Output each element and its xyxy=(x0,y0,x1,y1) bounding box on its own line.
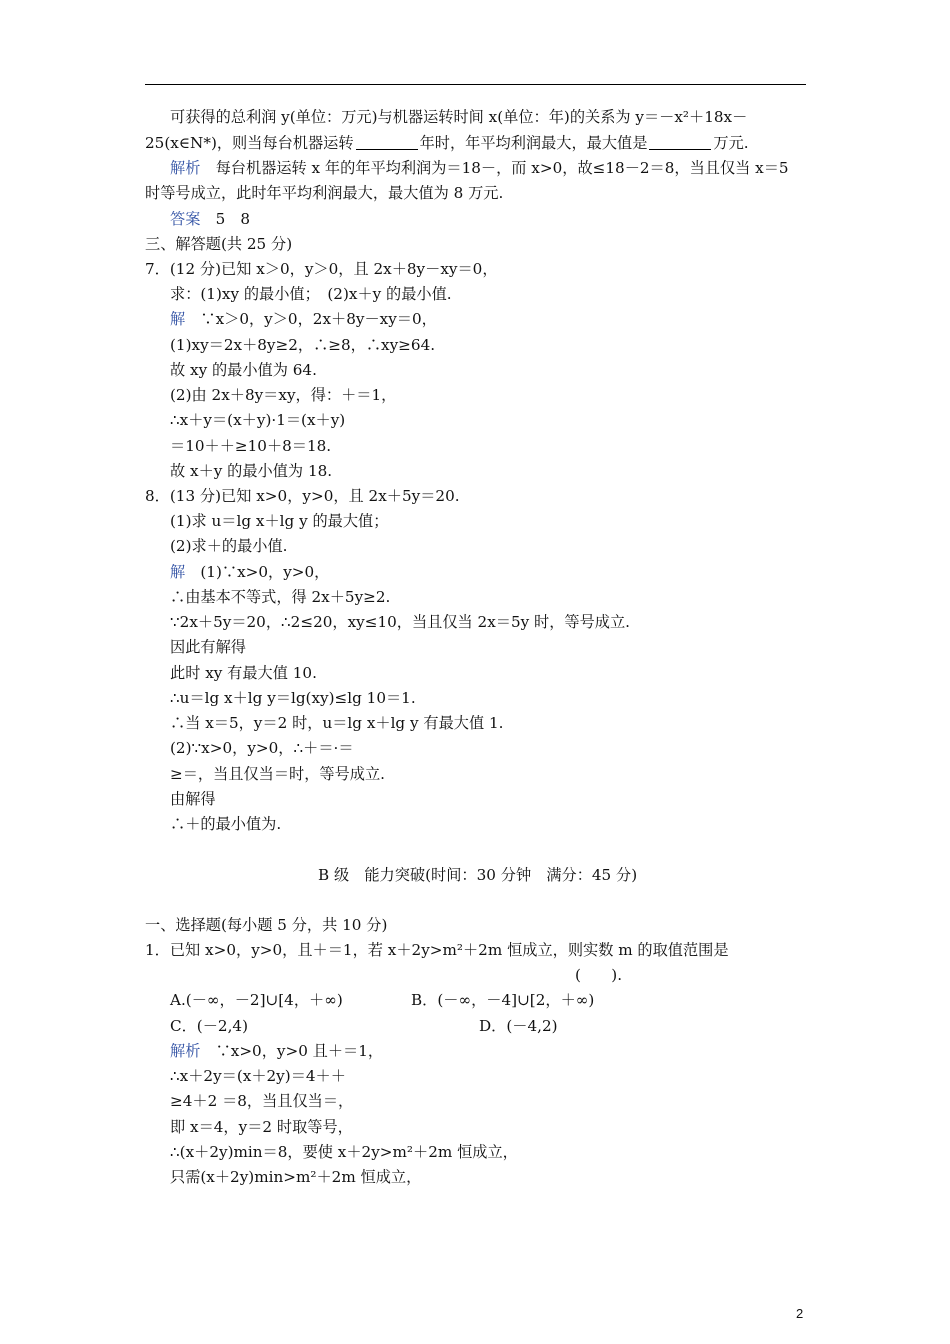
text-content: ( ). xyxy=(575,966,623,984)
text-content: 此时 xy 有最大值 10. xyxy=(170,664,317,682)
text-line xyxy=(170,738,354,758)
text-content: B 级 能力突破(时间：30 分钟 满分：45 分) xyxy=(318,866,638,884)
text-content: 8．(13 分)已知 x>0，y>0，且 2x＋5y＝20. xyxy=(145,487,460,505)
text-content: (2)求＋的最小值. xyxy=(170,537,288,555)
answer-label: 解 xyxy=(170,563,186,581)
text-content: ＝10＋＋≥10＋8＝18. xyxy=(170,437,332,455)
text-content: 求：(1)xy 的最小值； (2)x＋y 的最小值. xyxy=(170,285,452,303)
text-line xyxy=(170,335,435,355)
text-line xyxy=(170,410,345,430)
text-line xyxy=(318,865,637,885)
text-content: ∵x>0，y>0 且＋＝1， xyxy=(200,1042,384,1060)
text-content: ∵x＞0，y＞0，2x＋8y－xy＝0， xyxy=(185,310,437,328)
text-segment: 25(x∈N*)，则当每台机器运转 xyxy=(145,134,354,152)
text-line xyxy=(170,789,216,809)
text-content: 可获得的总利润 y(单位：万元)与机器运转时间 x(单位：年)的关系为 y＝－x²＋18x－ xyxy=(170,108,748,126)
text-content: ∴(x＋2y)min＝8，要使 x＋2y>m²＋2m 恒成立， xyxy=(170,1143,518,1161)
text-content: 7．(12 分)已知 x＞0，y＞0，且 2x＋8y－xy＝0， xyxy=(145,260,498,278)
text-content: ∴由基本不等式，得 2x＋5y≥2. xyxy=(170,588,391,606)
text-content: C．(－2,4) xyxy=(170,1017,248,1035)
page-number: 2 xyxy=(796,1306,804,1321)
text-content: (1)xy＝2x＋8y≥2，∴≥8，∴xy≥64. xyxy=(170,336,436,354)
text-line xyxy=(170,360,317,380)
text-line xyxy=(170,284,452,304)
text-line xyxy=(170,587,390,607)
text-content: 由解得 xyxy=(170,790,216,808)
text-line xyxy=(170,637,246,657)
text-content: (2)∵x>0，y>0，∴＋＝·＝ xyxy=(170,739,354,757)
text-content: ∴x＋2y＝(x＋2y)＝4＋＋ xyxy=(170,1067,346,1085)
answer-blank xyxy=(356,135,418,150)
text-line xyxy=(170,688,416,708)
text-line xyxy=(170,385,396,405)
text-line xyxy=(170,663,317,683)
text-content: 因此有解得 xyxy=(170,638,246,656)
answer-label: 解析 xyxy=(170,159,201,177)
text-segment: 年时，年平均利润最大，最大值是 xyxy=(419,134,648,152)
text-line xyxy=(170,107,747,127)
text-line xyxy=(170,436,331,456)
answer-label: 解 xyxy=(170,310,186,328)
text-line xyxy=(170,1117,353,1137)
text-content: 故 x＋y 的最小值为 18. xyxy=(170,462,333,480)
text-line xyxy=(170,814,281,834)
text-line xyxy=(170,1066,346,1086)
text-content: 即 x＝4，y＝2 时取等号， xyxy=(170,1118,353,1136)
text-content: (1)∵x>0，y>0， xyxy=(185,563,330,581)
text-line xyxy=(145,915,387,935)
answer-blank xyxy=(649,135,711,150)
text-content: 一、选择题(每小题 5 分，共 10 分) xyxy=(145,916,388,934)
text-line xyxy=(170,1041,383,1061)
text-line xyxy=(145,183,503,203)
text-content: ∴x＋y＝(x＋y)·1＝(x＋y) xyxy=(170,411,346,429)
text-segment: 万元. xyxy=(713,134,749,152)
text-content: 5 8 xyxy=(200,210,251,228)
text-content: ∴u＝lg x＋lg y＝lg(xy)≤lg 10＝1. xyxy=(170,689,416,707)
text-line xyxy=(170,209,250,229)
text-line xyxy=(145,234,292,254)
text-content: ∵2x＋5y＝20，∴2≤20，xy≤10，当且仅当 2x＝5y 时，等号成立. xyxy=(170,613,630,631)
text-content: ≥＝，当且仅当＝时，等号成立. xyxy=(170,765,385,783)
text-line xyxy=(145,259,498,279)
text-line xyxy=(170,309,437,329)
text-line xyxy=(170,536,287,556)
text-line xyxy=(411,990,594,1010)
text-content: 1．已知 x>0，y>0，且＋＝1，若 x＋2y>m²＋2m 恒成立，则实数 m 的取值范围是 xyxy=(145,941,729,959)
text-line xyxy=(170,158,789,178)
text-content: (1)求 u＝lg x＋lg y 的最大值； xyxy=(170,512,389,530)
text-line xyxy=(170,612,630,632)
answer-label: 答案 xyxy=(170,210,201,228)
text-line xyxy=(170,562,329,582)
text-content: 只需(x＋2y)min>m²＋2m 恒成立， xyxy=(170,1168,422,1186)
text-line xyxy=(170,713,503,733)
text-line xyxy=(170,764,385,784)
text-content: 每台机器运转 x 年的年平均利润为＝18－，而 x>0，故≤18－2＝8，当且仅当 x＝5 xyxy=(200,159,789,177)
text-line xyxy=(170,1091,353,1111)
text-content: B．(－∞，－4]∪[2，＋∞) xyxy=(411,991,595,1009)
text-content: 时等号成立，此时年平均利润最大，最大值为 8 万元. xyxy=(145,184,504,202)
text-line xyxy=(145,486,460,506)
text-line xyxy=(170,511,388,531)
text-line xyxy=(170,990,343,1010)
text-line xyxy=(575,965,622,985)
text-content: ∴＋的最小值为. xyxy=(170,815,282,833)
text-content: ≥4＋2 ＝8，当且仅当＝， xyxy=(170,1092,354,1110)
text-line xyxy=(170,1142,518,1162)
text-content: ∴当 x＝5，y＝2 时，u＝lg x＋lg y 有最大值 1. xyxy=(170,714,504,732)
text-content: D．(－4,2) xyxy=(479,1017,558,1035)
text-line xyxy=(170,1167,421,1187)
text-content: 故 xy 的最小值为 64. xyxy=(170,361,317,379)
text-line xyxy=(145,133,749,153)
text-content: A.(－∞，－2]∪[4，＋∞) xyxy=(170,991,343,1009)
header-rule xyxy=(145,84,806,85)
text-line xyxy=(145,940,729,960)
text-content: (2)由 2x＋8y＝xy，得：＋＝1， xyxy=(170,386,397,404)
text-line xyxy=(170,461,332,481)
text-line xyxy=(479,1016,558,1036)
text-line xyxy=(170,1016,248,1036)
text-content: 三、解答题(共 25 分) xyxy=(145,235,293,253)
answer-label: 解析 xyxy=(170,1042,201,1060)
